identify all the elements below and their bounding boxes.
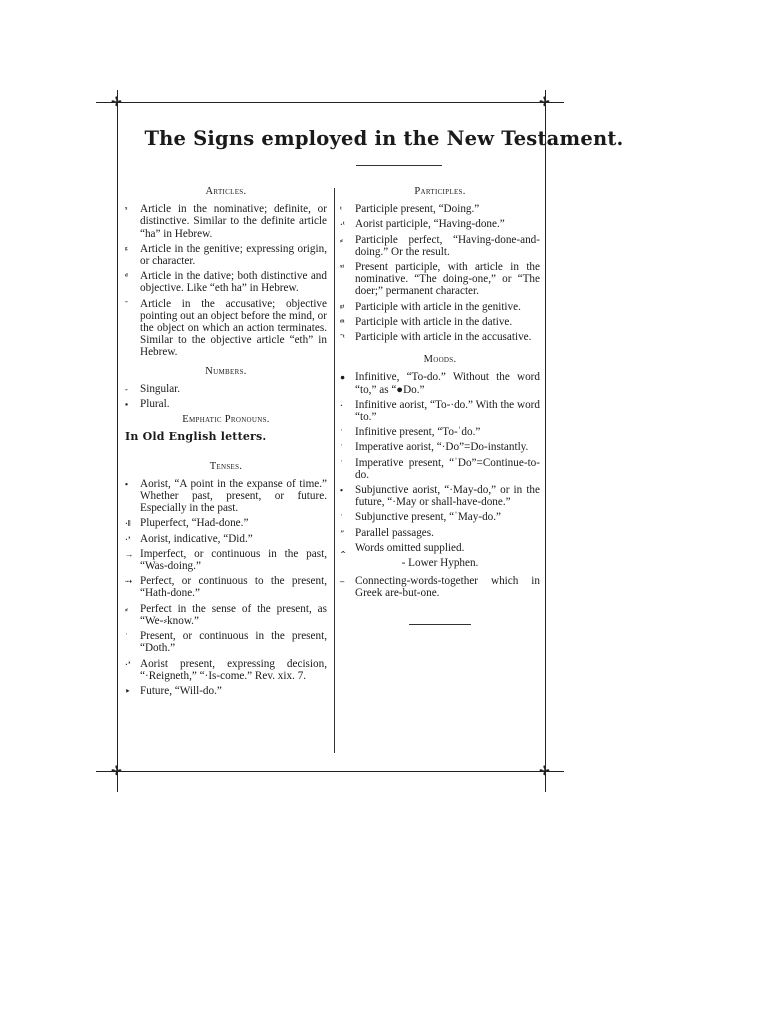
sign-glyph: ˣ: [125, 204, 128, 215]
participle-entry: [340, 234, 540, 258]
entry-text: Article in the genitive; expressing origin, or character.: [140, 242, 327, 268]
article-entry: [125, 243, 327, 267]
sign-glyph: ‸: [340, 542, 347, 553]
entry-text: Connecting-words-together which in Greek are-but-one.: [355, 575, 540, 600]
sign-glyph: ·ᵗ: [340, 219, 345, 230]
sign-glyph: ⇢: [125, 576, 133, 587]
mood-entry: [340, 511, 540, 523]
entry-text: Participle present, “Doing.”: [355, 203, 480, 216]
participle-entry: [340, 301, 540, 313]
tense-entry: [125, 478, 327, 515]
corner-ornament-bottom-right: ✢: [539, 763, 550, 778]
entry-text: Aorist, “A point in the expanse of time.” Whether past, present, or future. Especially in the past.: [140, 477, 327, 515]
entry-text: Parallel passages.: [355, 526, 434, 539]
sign-glyph: ᵈᵗ: [340, 316, 345, 327]
corner-ornament-top-left: ✢: [111, 94, 122, 109]
entry-text: Imperfect, or continuous in the past, “Was-doing.”: [140, 547, 327, 573]
sign-glyph: ˉᵗ: [340, 332, 345, 343]
sign-glyph: ᵈ: [125, 271, 128, 282]
entry-text: Perfect in the sense of the present, as “We-⸗know.”: [140, 602, 327, 627]
sign-glyph: ▪: [125, 399, 129, 410]
frame-bottom-rule: [96, 771, 564, 772]
mood-entry: [340, 542, 540, 554]
entry-text: Perfect, or continuous to the present, “Hath-done.”: [140, 575, 327, 600]
sign-glyph: ˈ: [340, 457, 343, 468]
tense-entry: [125, 517, 327, 529]
entry-text: Article in the accusative; objective pointing out an object before the mind, or the object on which an action terminates. Similar to the objective article “eth” in Hebrew.: [140, 297, 327, 359]
entry-text: Future, “Will-do.”: [140, 684, 222, 697]
participle-entry: [340, 261, 540, 298]
entry-text: Participle perfect, “Having-done-and-doing.” Or the result.: [355, 233, 540, 258]
entry-text: Participle with article in the accusative.: [355, 331, 532, 344]
sign-glyph: ‣: [125, 685, 131, 696]
emphatic-pronouns-heading: Emphatic Pronouns.: [182, 414, 270, 426]
sign-glyph: ·‖: [125, 518, 131, 529]
mood-entry: [340, 441, 540, 453]
entry-text: Imperative present, “ˈDo”=Continue-to-do.: [355, 456, 540, 481]
sign-glyph: ●: [340, 372, 346, 383]
frame-right-rule: [545, 90, 546, 792]
sign-glyph: ⸗: [340, 234, 343, 245]
sign-glyph: ·’: [125, 658, 131, 669]
entry-text: Participle with article in the dative.: [355, 315, 513, 328]
sign-glyph: •: [125, 478, 128, 489]
sign-glyph: ˈ: [340, 512, 343, 523]
number-entry: [125, 383, 327, 395]
sign-glyph: ˣᵗ: [340, 262, 345, 273]
entry-text: Participle with article in the genitive.: [355, 300, 521, 313]
sign-glyph: →: [125, 548, 134, 559]
mood-entry: [340, 426, 540, 438]
column-divider: [334, 188, 335, 753]
entry-text: Subjunctive aorist, “·May-do,” or in the future, “·May or shall-have-done.”: [355, 484, 540, 509]
lower-hyphen-line: - Lower Hyphen.: [401, 557, 479, 570]
connecting-entry: [340, 575, 540, 599]
sign-glyph: ˈ: [340, 427, 343, 438]
sign-glyph: -: [125, 383, 128, 394]
emphatic-pronouns-text: In Old English letters.: [125, 430, 267, 444]
tense-entry: [125, 658, 327, 682]
participle-entry: [340, 203, 540, 215]
sign-glyph: •: [340, 485, 343, 496]
title-underline: [356, 165, 442, 166]
entry-text: Infinitive present, “To-ˈdo.”: [355, 426, 481, 439]
entry-text: Article in the nominative; definite, or distinctive. Similar to the definite article “ha” in Hebrew.: [140, 203, 327, 240]
sign-glyph: ᵗ: [340, 204, 342, 215]
sign-glyph: ˈ: [125, 631, 128, 642]
sign-glyph: ᵍᵗ: [340, 301, 345, 312]
sign-glyph: ·: [340, 399, 343, 410]
frame-top-rule: [96, 102, 564, 103]
sign-glyph: ⸗: [125, 603, 128, 614]
tense-entry: [125, 548, 327, 572]
mood-entry: [340, 399, 540, 423]
entry-text: Aorist, indicative, “Did.”: [140, 532, 253, 545]
entry-text: Article in the dative; both distinctive and objective. Like “eth ha” in Hebrew.: [140, 270, 327, 295]
article-entry: [125, 203, 327, 240]
participle-entry: [340, 218, 540, 230]
right-column: [340, 186, 540, 625]
article-entry: [125, 270, 327, 294]
entry-text: Plural.: [140, 398, 170, 411]
corner-ornament-bottom-left: ✢: [111, 763, 122, 778]
left-column: [125, 186, 327, 700]
entry-text: Aorist participle, “Having-done.”: [355, 218, 505, 231]
tense-entry: [125, 603, 327, 627]
sign-glyph: ″: [340, 527, 345, 538]
numbers-heading: Numbers.: [205, 365, 247, 377]
entry-text: Infinitive, “To-do.” Without the word “to,” as “●Do.”: [355, 371, 540, 396]
participles-heading: Participles.: [414, 186, 466, 197]
sign-glyph: ‒: [340, 576, 345, 587]
entry-text: Present participle, with article in the nominative. “The doing-one,” or “The doer;” permanent character.: [355, 261, 540, 298]
entry-text: Words omitted supplied.: [355, 541, 465, 554]
sign-glyph: ·’: [125, 533, 131, 544]
entry-text: Pluperfect, “Had-done.”: [140, 517, 249, 530]
corner-ornament-top-right: ✢: [539, 94, 550, 109]
entry-text: Aorist present, expressing decision, “·Reigneth,” “·Is-come.” Rev. xix. 7.: [140, 657, 327, 682]
tense-entry: [125, 630, 327, 654]
end-rule: [409, 624, 471, 625]
page-title: The Signs employed in the New Testament.: [144, 127, 624, 150]
mood-entry: [340, 371, 540, 395]
entry-text: Imperative aorist, “·Do”=Do-instantly.: [355, 441, 529, 454]
article-entry: [125, 298, 327, 359]
entry-text: Present, or continuous in the present, “Doth.”: [140, 630, 327, 655]
moods-heading: Moods.: [423, 354, 457, 366]
entry-text: Infinitive aorist, “To-·do.” With the word “to.”: [355, 398, 540, 424]
mood-entry: [340, 457, 540, 481]
tense-entry: [125, 575, 327, 599]
sign-glyph: ᵍ: [125, 243, 128, 254]
tense-entry: [125, 533, 327, 545]
tense-entry: [125, 685, 327, 697]
frame-left-rule: [117, 90, 118, 792]
sign-glyph: ˈ: [340, 442, 343, 453]
tenses-heading: Tenses.: [209, 460, 243, 472]
participle-entry: [340, 316, 540, 328]
articles-heading: Articles.: [205, 186, 247, 197]
participle-entry: [340, 331, 540, 343]
mood-entry: [340, 527, 540, 539]
sign-glyph: ˉ: [125, 298, 128, 309]
entry-text: Singular.: [140, 382, 181, 395]
entry-text: Subjunctive present, “ˈMay-do.”: [355, 511, 502, 524]
number-entry: [125, 398, 327, 410]
mood-entry: [340, 484, 540, 508]
